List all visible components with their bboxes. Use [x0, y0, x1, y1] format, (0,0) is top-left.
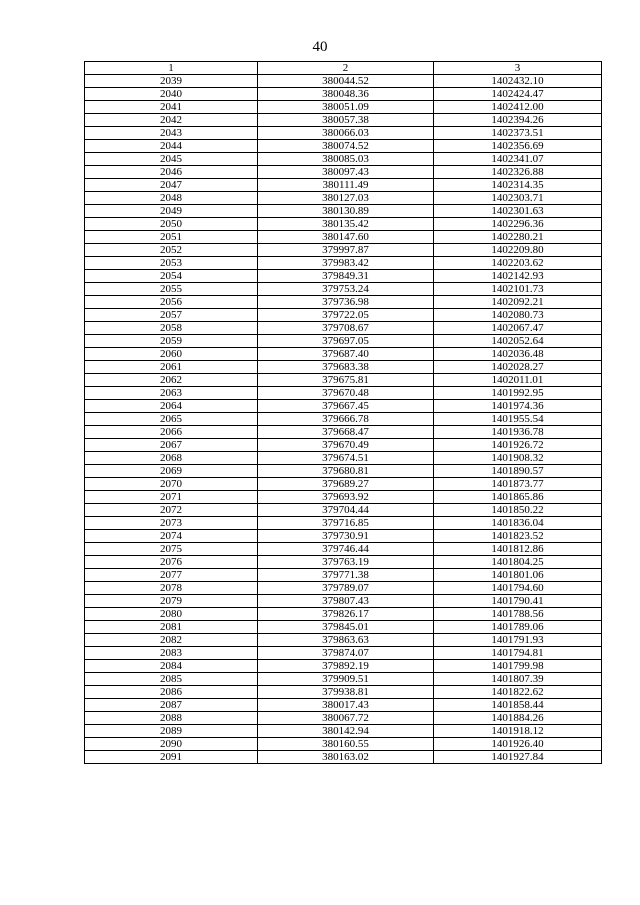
y-coordinate-cell: 1402011.01 — [434, 374, 602, 387]
y-coordinate-cell: 1402092.21 — [434, 296, 602, 309]
coordinates-table — [84, 61, 602, 764]
point-number-cell: 2082 — [85, 634, 258, 647]
table-row — [85, 75, 602, 88]
y-coordinate-cell: 1401790.41 — [434, 595, 602, 608]
point-number-cell: 2080 — [85, 608, 258, 621]
table-row — [85, 465, 602, 478]
table-row — [85, 452, 602, 465]
point-number-cell: 2090 — [85, 738, 258, 751]
y-coordinate-cell: 1402356.69 — [434, 140, 602, 153]
x-coordinate-cell: 380048.36 — [258, 88, 434, 101]
x-coordinate-cell: 380163.02 — [258, 751, 434, 764]
x-coordinate-cell: 380135.42 — [258, 218, 434, 231]
x-coordinate-cell: 379668.47 — [258, 426, 434, 439]
table-row — [85, 582, 602, 595]
table-row — [85, 634, 602, 647]
table-row — [85, 283, 602, 296]
table-row — [85, 543, 602, 556]
point-number-cell: 2062 — [85, 374, 258, 387]
y-coordinate-cell: 1401865.86 — [434, 491, 602, 504]
x-coordinate-cell: 380074.52 — [258, 140, 434, 153]
y-coordinate-cell: 1401789.06 — [434, 621, 602, 634]
table-row — [85, 205, 602, 218]
point-number-cell: 2068 — [85, 452, 258, 465]
point-number-cell: 2073 — [85, 517, 258, 530]
x-coordinate-cell: 379849.31 — [258, 270, 434, 283]
y-coordinate-cell: 1401918.12 — [434, 725, 602, 738]
table-row — [85, 348, 602, 361]
y-coordinate-cell: 1402101.73 — [434, 283, 602, 296]
x-coordinate-cell: 379680.81 — [258, 465, 434, 478]
table-row — [85, 140, 602, 153]
x-coordinate-cell: 379892.19 — [258, 660, 434, 673]
point-number-cell: 2072 — [85, 504, 258, 517]
point-number-cell: 2058 — [85, 322, 258, 335]
table-row — [85, 504, 602, 517]
x-coordinate-cell: 379997.87 — [258, 244, 434, 257]
table-body — [85, 75, 602, 764]
table-row — [85, 439, 602, 452]
point-number-cell: 2056 — [85, 296, 258, 309]
x-coordinate-cell: 379983.42 — [258, 257, 434, 270]
table-row — [85, 88, 602, 101]
x-coordinate-cell: 379789.07 — [258, 582, 434, 595]
y-coordinate-cell: 1402314.35 — [434, 179, 602, 192]
y-coordinate-cell: 1401791.93 — [434, 634, 602, 647]
table-row — [85, 309, 602, 322]
y-coordinate-cell: 1401794.60 — [434, 582, 602, 595]
y-coordinate-cell: 1402394.26 — [434, 114, 602, 127]
y-coordinate-cell: 1401908.32 — [434, 452, 602, 465]
x-coordinate-cell: 380066.03 — [258, 127, 434, 140]
y-coordinate-cell: 1402203.62 — [434, 257, 602, 270]
y-coordinate-cell: 1402036.48 — [434, 348, 602, 361]
table-row — [85, 387, 602, 400]
table-row — [85, 400, 602, 413]
x-coordinate-cell: 380147.60 — [258, 231, 434, 244]
table-header-row — [85, 62, 602, 75]
y-coordinate-cell: 1401836.04 — [434, 517, 602, 530]
x-coordinate-cell: 380130.89 — [258, 205, 434, 218]
table-row — [85, 192, 602, 205]
x-coordinate-cell: 379675.81 — [258, 374, 434, 387]
y-coordinate-cell: 1401804.25 — [434, 556, 602, 569]
y-coordinate-cell: 1401794.81 — [434, 647, 602, 660]
x-coordinate-cell: 379863.63 — [258, 634, 434, 647]
table-row — [85, 374, 602, 387]
column-header-1: 1 — [85, 62, 258, 75]
table-row — [85, 595, 602, 608]
point-number-cell: 2039 — [85, 75, 258, 88]
x-coordinate-cell: 379722.05 — [258, 309, 434, 322]
point-number-cell: 2079 — [85, 595, 258, 608]
y-coordinate-cell: 1401823.52 — [434, 530, 602, 543]
y-coordinate-cell: 1401822.62 — [434, 686, 602, 699]
point-number-cell: 2061 — [85, 361, 258, 374]
x-coordinate-cell: 380111.49 — [258, 179, 434, 192]
table-row — [85, 296, 602, 309]
point-number-cell: 2055 — [85, 283, 258, 296]
point-number-cell: 2074 — [85, 530, 258, 543]
point-number-cell: 2040 — [85, 88, 258, 101]
x-coordinate-cell: 380142.94 — [258, 725, 434, 738]
table-row — [85, 712, 602, 725]
y-coordinate-cell: 1401812.86 — [434, 543, 602, 556]
table-row — [85, 426, 602, 439]
x-coordinate-cell: 379693.92 — [258, 491, 434, 504]
y-coordinate-cell: 1402303.71 — [434, 192, 602, 205]
point-number-cell: 2089 — [85, 725, 258, 738]
point-number-cell: 2050 — [85, 218, 258, 231]
y-coordinate-cell: 1402280.21 — [434, 231, 602, 244]
table-row — [85, 751, 602, 764]
x-coordinate-cell: 379670.49 — [258, 439, 434, 452]
table-row — [85, 738, 602, 751]
y-coordinate-cell: 1402028.27 — [434, 361, 602, 374]
table-row — [85, 686, 602, 699]
y-coordinate-cell: 1402067.47 — [434, 322, 602, 335]
y-coordinate-cell: 1401992.95 — [434, 387, 602, 400]
point-number-cell: 2084 — [85, 660, 258, 673]
table-row — [85, 335, 602, 348]
y-coordinate-cell: 1401850.22 — [434, 504, 602, 517]
point-number-cell: 2054 — [85, 270, 258, 283]
x-coordinate-cell: 380057.38 — [258, 114, 434, 127]
point-number-cell: 2067 — [85, 439, 258, 452]
y-coordinate-cell: 1402301.63 — [434, 205, 602, 218]
x-coordinate-cell: 380160.55 — [258, 738, 434, 751]
x-coordinate-cell: 379716.85 — [258, 517, 434, 530]
table-row — [85, 179, 602, 192]
column-header-3: 3 — [434, 62, 602, 75]
table-row — [85, 491, 602, 504]
table-row — [85, 569, 602, 582]
point-number-cell: 2070 — [85, 478, 258, 491]
y-coordinate-cell: 1401926.40 — [434, 738, 602, 751]
point-number-cell: 2088 — [85, 712, 258, 725]
table-row — [85, 114, 602, 127]
x-coordinate-cell: 380067.72 — [258, 712, 434, 725]
y-coordinate-cell: 1401890.57 — [434, 465, 602, 478]
table-row — [85, 257, 602, 270]
y-coordinate-cell: 1402080.73 — [434, 309, 602, 322]
y-coordinate-cell: 1401974.36 — [434, 400, 602, 413]
y-coordinate-cell: 1402341.07 — [434, 153, 602, 166]
x-coordinate-cell: 379683.38 — [258, 361, 434, 374]
table-row — [85, 699, 602, 712]
point-number-cell: 2044 — [85, 140, 258, 153]
x-coordinate-cell: 380085.03 — [258, 153, 434, 166]
point-number-cell: 2064 — [85, 400, 258, 413]
column-header-2: 2 — [258, 62, 434, 75]
x-coordinate-cell: 379670.48 — [258, 387, 434, 400]
y-coordinate-cell: 1401801.06 — [434, 569, 602, 582]
point-number-cell: 2091 — [85, 751, 258, 764]
x-coordinate-cell: 380051.09 — [258, 101, 434, 114]
y-coordinate-cell: 1401799.98 — [434, 660, 602, 673]
point-number-cell: 2060 — [85, 348, 258, 361]
y-coordinate-cell: 1402052.64 — [434, 335, 602, 348]
table-row — [85, 725, 602, 738]
table-row — [85, 231, 602, 244]
point-number-cell: 2057 — [85, 309, 258, 322]
x-coordinate-cell: 379708.67 — [258, 322, 434, 335]
point-number-cell: 2086 — [85, 686, 258, 699]
y-coordinate-cell: 1401927.84 — [434, 751, 602, 764]
point-number-cell: 2052 — [85, 244, 258, 257]
x-coordinate-cell: 380097.43 — [258, 166, 434, 179]
point-number-cell: 2066 — [85, 426, 258, 439]
x-coordinate-cell: 379687.40 — [258, 348, 434, 361]
table-row — [85, 673, 602, 686]
point-number-cell: 2076 — [85, 556, 258, 569]
y-coordinate-cell: 1402326.88 — [434, 166, 602, 179]
x-coordinate-cell: 379746.44 — [258, 543, 434, 556]
table-row — [85, 556, 602, 569]
x-coordinate-cell: 379763.19 — [258, 556, 434, 569]
table-row — [85, 361, 602, 374]
table-row — [85, 413, 602, 426]
x-coordinate-cell: 380044.52 — [258, 75, 434, 88]
x-coordinate-cell: 379938.81 — [258, 686, 434, 699]
x-coordinate-cell: 380127.03 — [258, 192, 434, 205]
y-coordinate-cell: 1402432.10 — [434, 75, 602, 88]
x-coordinate-cell: 379674.51 — [258, 452, 434, 465]
point-number-cell: 2077 — [85, 569, 258, 582]
point-number-cell: 2049 — [85, 205, 258, 218]
table-row — [85, 127, 602, 140]
y-coordinate-cell: 1401926.72 — [434, 439, 602, 452]
y-coordinate-cell: 1401936.78 — [434, 426, 602, 439]
table-row — [85, 153, 602, 166]
point-number-cell: 2045 — [85, 153, 258, 166]
point-number-cell: 2053 — [85, 257, 258, 270]
point-number-cell: 2087 — [85, 699, 258, 712]
x-coordinate-cell: 380017.43 — [258, 699, 434, 712]
table-row — [85, 517, 602, 530]
point-number-cell: 2043 — [85, 127, 258, 140]
x-coordinate-cell: 379697.05 — [258, 335, 434, 348]
point-number-cell: 2078 — [85, 582, 258, 595]
point-number-cell: 2051 — [85, 231, 258, 244]
point-number-cell: 2042 — [85, 114, 258, 127]
table-row — [85, 647, 602, 660]
point-number-cell: 2047 — [85, 179, 258, 192]
x-coordinate-cell: 379730.91 — [258, 530, 434, 543]
table-row — [85, 621, 602, 634]
x-coordinate-cell: 379771.38 — [258, 569, 434, 582]
y-coordinate-cell: 1402373.51 — [434, 127, 602, 140]
y-coordinate-cell: 1401884.26 — [434, 712, 602, 725]
y-coordinate-cell: 1401873.77 — [434, 478, 602, 491]
page-number: 40 — [312, 39, 328, 55]
point-number-cell: 2083 — [85, 647, 258, 660]
table-row — [85, 166, 602, 179]
table-row — [85, 530, 602, 543]
point-number-cell: 2046 — [85, 166, 258, 179]
x-coordinate-cell: 379753.24 — [258, 283, 434, 296]
table-row — [85, 660, 602, 673]
point-number-cell: 2065 — [85, 413, 258, 426]
point-number-cell: 2063 — [85, 387, 258, 400]
point-number-cell: 2041 — [85, 101, 258, 114]
x-coordinate-cell: 379909.51 — [258, 673, 434, 686]
table-row — [85, 244, 602, 257]
table-row — [85, 101, 602, 114]
x-coordinate-cell: 379666.78 — [258, 413, 434, 426]
table-row — [85, 478, 602, 491]
point-number-cell: 2075 — [85, 543, 258, 556]
point-number-cell: 2069 — [85, 465, 258, 478]
x-coordinate-cell: 379736.98 — [258, 296, 434, 309]
table-row — [85, 270, 602, 283]
x-coordinate-cell: 379689.27 — [258, 478, 434, 491]
y-coordinate-cell: 1402142.93 — [434, 270, 602, 283]
y-coordinate-cell: 1402296.36 — [434, 218, 602, 231]
x-coordinate-cell: 379845.01 — [258, 621, 434, 634]
y-coordinate-cell: 1401807.39 — [434, 673, 602, 686]
point-number-cell: 2048 — [85, 192, 258, 205]
point-number-cell: 2085 — [85, 673, 258, 686]
x-coordinate-cell: 379667.45 — [258, 400, 434, 413]
x-coordinate-cell: 379807.43 — [258, 595, 434, 608]
y-coordinate-cell: 1401858.44 — [434, 699, 602, 712]
x-coordinate-cell: 379874.07 — [258, 647, 434, 660]
y-coordinate-cell: 1401955.54 — [434, 413, 602, 426]
x-coordinate-cell: 379704.44 — [258, 504, 434, 517]
y-coordinate-cell: 1402209.80 — [434, 244, 602, 257]
point-number-cell: 2081 — [85, 621, 258, 634]
y-coordinate-cell: 1401788.56 — [434, 608, 602, 621]
table-row — [85, 608, 602, 621]
table-row — [85, 322, 602, 335]
table-row — [85, 218, 602, 231]
point-number-cell: 2071 — [85, 491, 258, 504]
point-number-cell: 2059 — [85, 335, 258, 348]
x-coordinate-cell: 379826.17 — [258, 608, 434, 621]
y-coordinate-cell: 1402424.47 — [434, 88, 602, 101]
y-coordinate-cell: 1402412.00 — [434, 101, 602, 114]
